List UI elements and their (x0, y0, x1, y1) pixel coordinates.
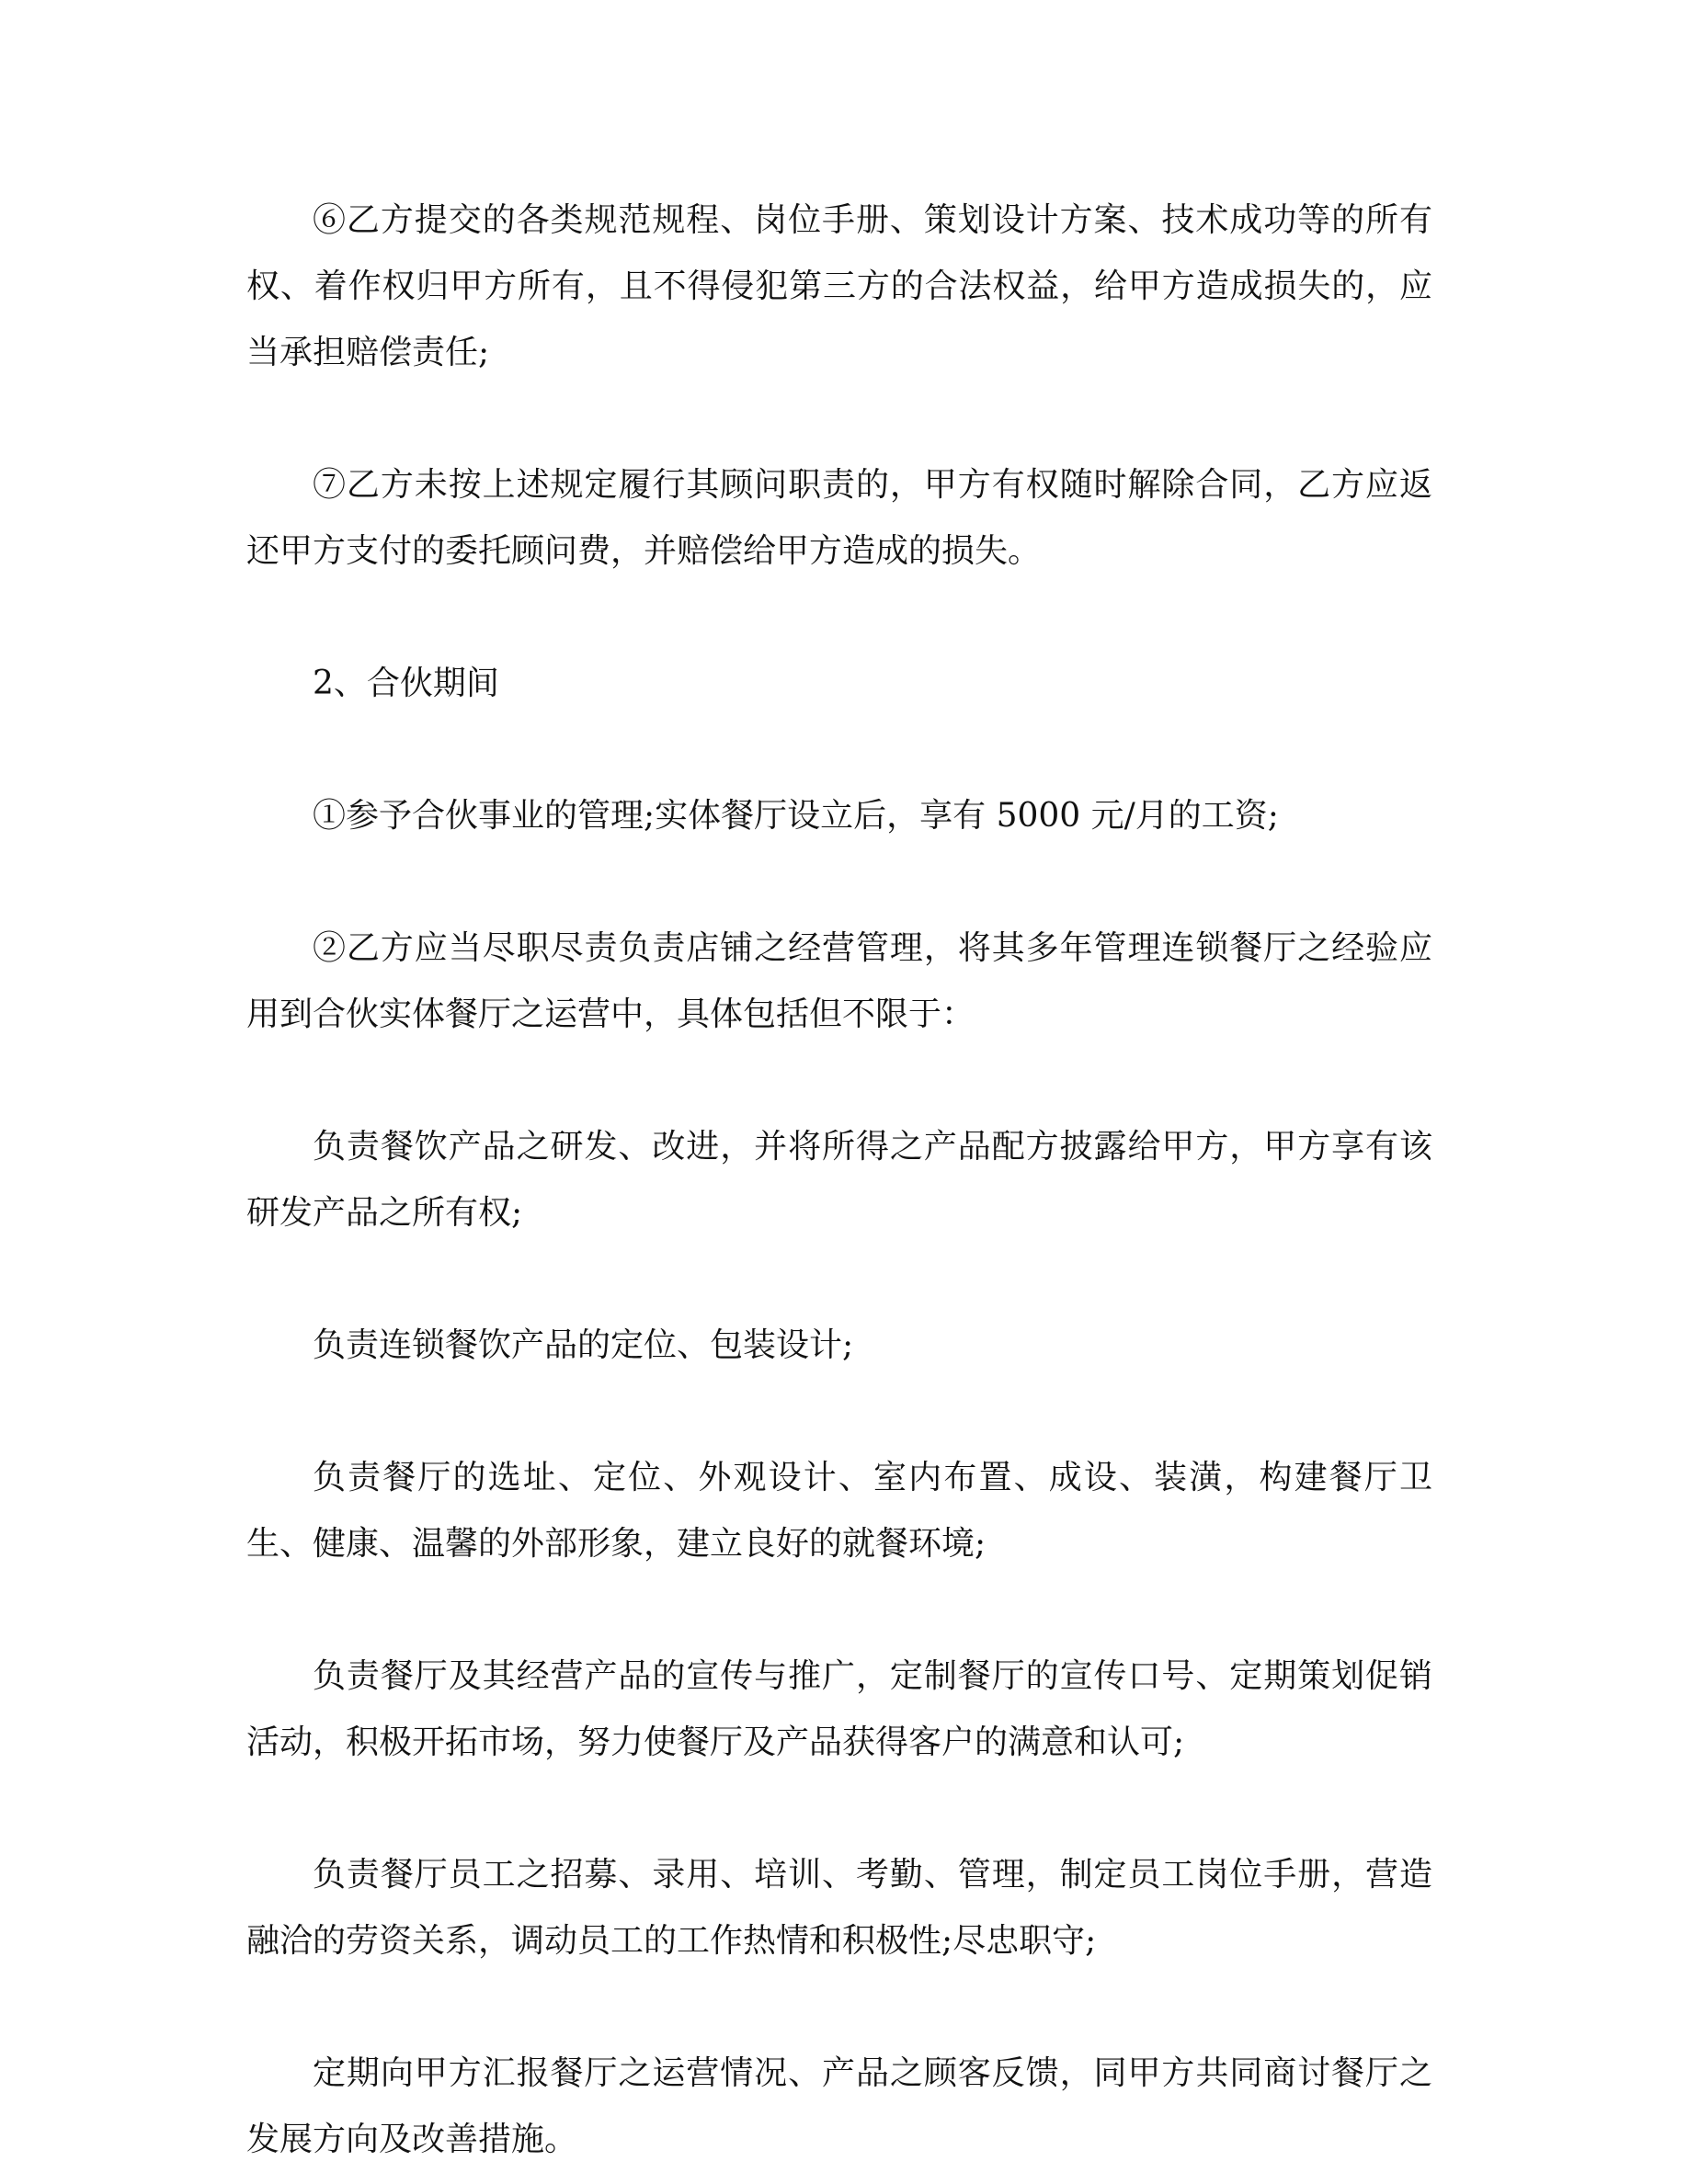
paragraph-duty-site-design: 负责餐厅的选址、定位、外观设计、室内布置、成设、装潢，构建餐厅卫生、健康、温馨的外部形象，建立良好的就餐环境; (246, 1459, 1432, 1563)
paragraph-duty-promotion: 负责餐厅及其经营产品的宣传与推广，定制餐厅的宣传口号、定期策划促销活动，积极开拓市场，努力使餐厅及产品获得客户的满意和认可; (246, 1657, 1432, 1761)
paragraph-duty-staff: 负责餐厅员工之招募、录用、培训、考勤、管理，制定员工岗位手册，营造融洽的劳资关系，调动员工的工作热情和积极性;尽忠职守; (246, 1856, 1432, 1960)
paragraph-duty-reporting: 定期向甲方汇报餐厅之运营情况、产品之顾客反馈，同甲方共同商讨餐厅之发展方向及改善措施。 (246, 2054, 1432, 2158)
paragraph-duty-product-rd: 负责餐饮产品之研发、改进，并将所得之产品配方披露给甲方，甲方享有该研发产品之所有权; (246, 1128, 1432, 1232)
paragraph-clause-7: ⑦乙方未按上述规定履行其顾问职责的，甲方有权随时解除合同，乙方应返还甲方支付的委托顾问费，并赔偿给甲方造成的损失。 (246, 466, 1432, 570)
paragraph-duty-packaging: 负责连锁餐饮产品的定位、包装设计; (313, 1326, 854, 1364)
paragraph-clause-6: ⑥乙方提交的各类规范规程、岗位手册、策划设计方案、技术成功等的所有权、着作权归甲方所有，且不得侵犯第三方的合法权益，给甲方造成损失的，应当承担赔偿责任; (246, 201, 1432, 371)
document-body (246, 188, 1432, 2173)
paragraph-clause-1: ①参予合伙事业的管理;实体餐厅设立后，享有 5000 元/月的工资; (313, 797, 1279, 835)
paragraph-clause-2: ②乙方应当尽职尽责负责店铺之经营管理，将其多年管理连锁餐厅之经验应用到合伙实体餐厅之运营中，具体包括但不限于： (246, 929, 1432, 1033)
section-heading-partnership-period: 2、合伙期间 (313, 665, 499, 702)
